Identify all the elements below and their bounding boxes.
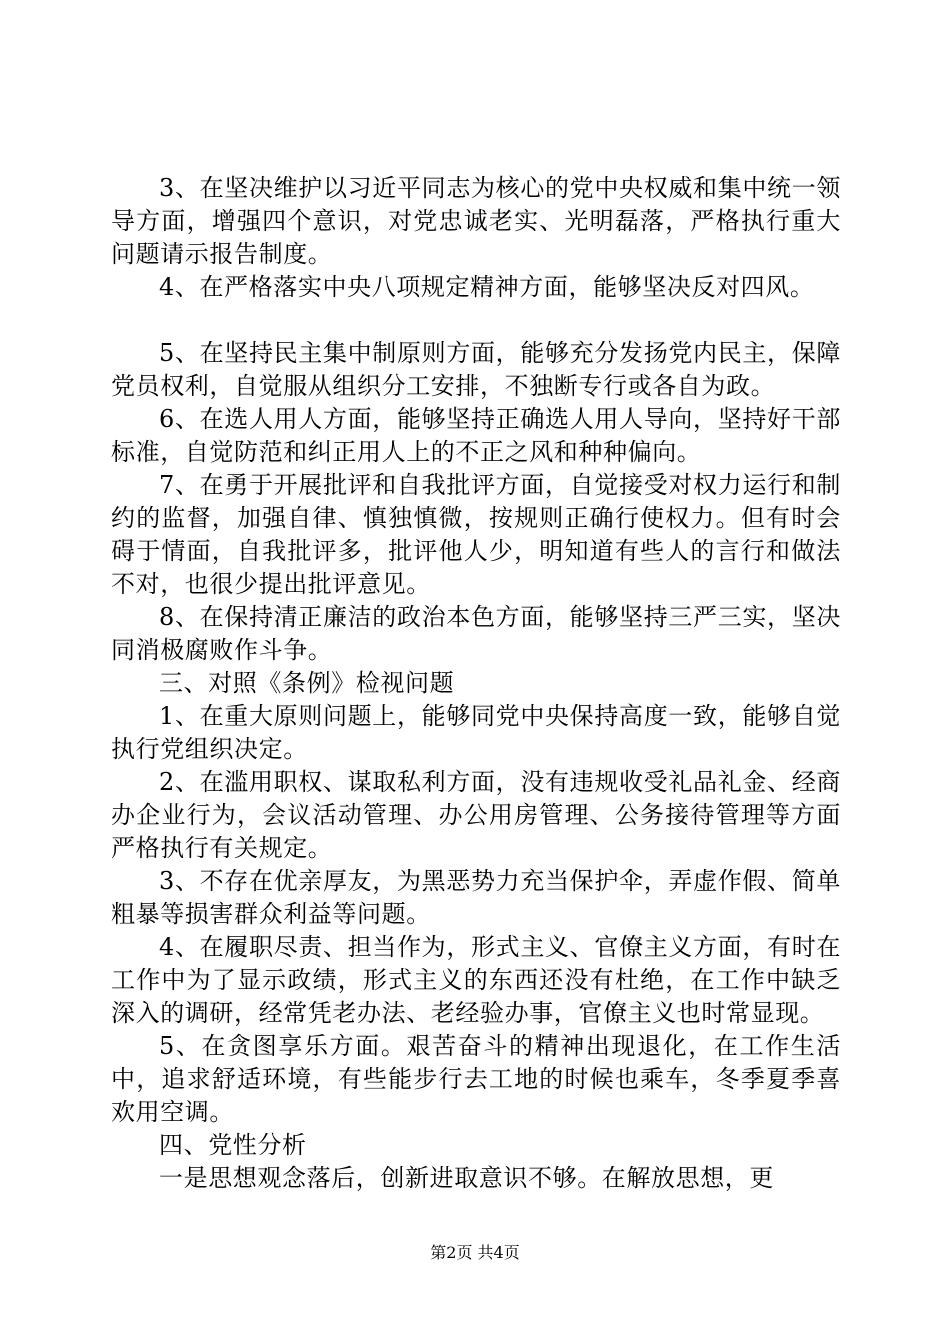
paragraph-issue-1: 1、在重大原则问题上，能够同党中央保持高度一致，能够自觉执行党组织决定。 bbox=[111, 702, 841, 763]
paragraph-issue-3: 3、不存在优亲厚友，为黑恶势力充当保护伞，弄虚作假、简单粗暴等损害群众利益等问题。 bbox=[111, 867, 841, 928]
paragraph-issue-4: 4、在履职尽责、担当作为，形式主义、官僚主义方面，有时在工作中为了显示政绩，形式主义的东西还没有杜绝，在工作中缺乏深入的调研，经常凭老办法、老经验办事，官僚主义也时常显现。 bbox=[111, 933, 841, 1027]
paragraph-item-4: 4、在严格落实中央八项规定精神方面，能够坚决反对四风。 bbox=[159, 273, 815, 301]
page-footer bbox=[0, 1243, 950, 1263]
paragraph-item-6: 6、在选人用人方面，能够坚持正确选人用人导向，坚持好干部标准，自觉防范和纠正用人上的不正之风和种种偏向。 bbox=[111, 405, 841, 466]
paragraph-item-5: 5、在坚持民主集中制原则方面，能够充分发扬党内民主，保障党员权利，自觉服从组织分工安排，不独断专行或各自为政。 bbox=[111, 339, 841, 400]
paragraph-item-7: 7、在勇于开展批评和自我批评方面，自觉接受对权力运行和制约的监督，加强自律、慎独慎微，按规则正确行使权力。但有时会碍于情面，自我批评多，批评他人少，明知道有些人的言行和做法不对，也很少提出批评意见。 bbox=[111, 471, 841, 598]
paragraph-issue-5: 5、在贪图享乐方面。艰苦奋斗的精神出现退化，在工作生活中，追求舒适环境，有些能步行去工地的时候也乘车，冬季夏季喜欢用空调。 bbox=[111, 1032, 841, 1126]
section-heading-3: 三、对照《条例》检视问题 bbox=[159, 669, 455, 697]
paragraph-issue-2: 2、在滥用职权、谋取私利方面，没有违规收受礼品礼金、经商办企业行为，会议活动管理、办公用房管理、公务接待管理等方面严格执行有关规定。 bbox=[111, 768, 841, 862]
paragraph-analysis-1: 一是思想观念落后，创新进取意识不够。在解放思想，更 bbox=[159, 1164, 774, 1192]
document-body bbox=[111, 172, 841, 1195]
paragraph-item-3: 3、在坚决维护以习近平同志为核心的党中央权威和集中统一领导方面，增强四个意识，对党忠诚老实、光明磊落，严格执行重大问题请示报告制度。 bbox=[111, 174, 841, 268]
paragraph-item-8: 8、在保持清正廉洁的政治本色方面，能够坚持三严三实，坚决同消极腐败作斗争。 bbox=[111, 603, 841, 664]
section-heading-4: 四、党性分析 bbox=[159, 1131, 307, 1159]
page-number-label: 第2页 共4页 bbox=[430, 1243, 520, 1262]
